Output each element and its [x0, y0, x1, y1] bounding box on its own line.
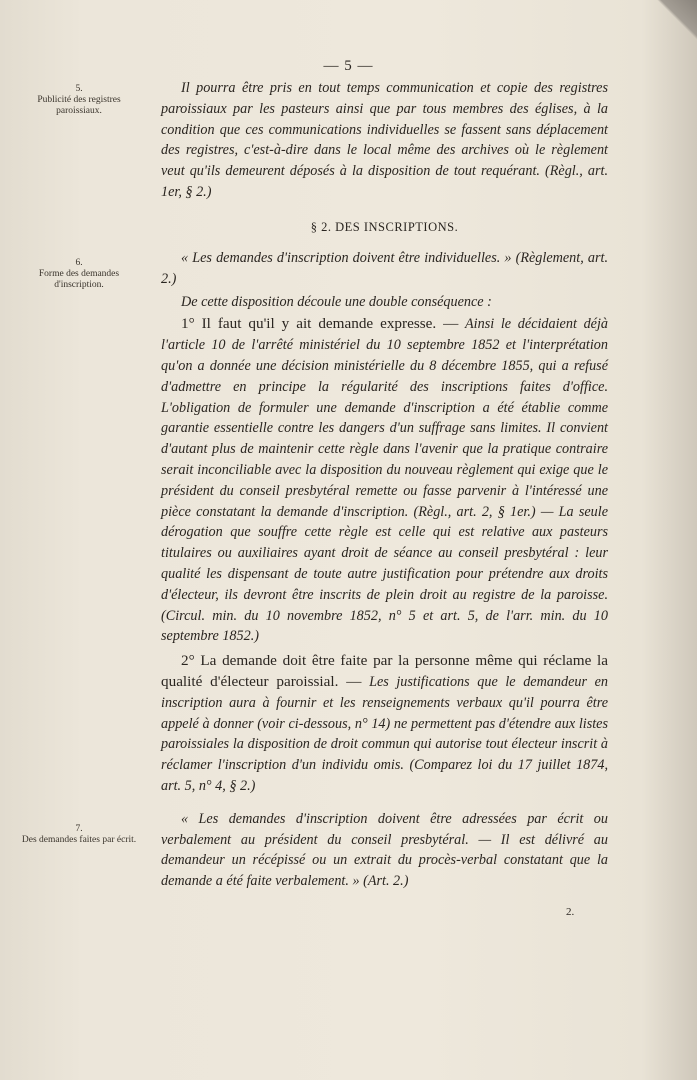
paragraph-publicity	[161, 78, 608, 203]
signature-mark: 2.	[566, 906, 575, 918]
section-heading: § 2. DES INSCRIPTIONS.	[310, 220, 459, 234]
paragraph-text: Il pourra être pris en tout temps communication et copie des registres paroissiaux par les pasteurs ainsi que par tous membres des églises, à la condition que ces communications individuelles se fassent sans déplacement des registres, c'est-à-dire dans le local même des archives où le règlement veut qu'ils demeurent déposés à la disposition de tout requérant. (Règl., art. 1er, § 2.)	[161, 80, 608, 200]
margin-note-6	[14, 258, 144, 291]
point-2	[161, 651, 608, 797]
consequence-intro: De cette disposition découle une double conséquence :	[181, 293, 492, 310]
margin-note-number: 7.	[75, 824, 83, 834]
margin-note-7	[14, 824, 144, 846]
margin-note-text: Forme des demandes d'inscription.	[38, 269, 120, 290]
quote-individual-requests: « Les demandes d'inscription doivent être individuelles. » (Règlement, art. 2.)	[161, 250, 608, 287]
point-2-body: Les justifications que le demandeur en inscription aura à fournir et les renseignements verbaux qu'il pourra être appelé à donner (voir ci-dessous, n° 14) ne permettent pas d'étendre aux listes paroissiales la disposition de droit commun qui autorise tout électeur inscrit à réclamer l'inscription d'un individu omis. (Comparez loi du 17 juillet 1874, art. 5, n° 4, § 2.)	[161, 673, 609, 794]
point-1-body: Ainsi le décidaient déjà l'article 10 de l'arrêté ministériel du 10 septembre 1852 et l'interprétation qu'on a donnée une décision ministérielle du 8 décembre 1855, qui a refusé d'admettre en principe la régularité des inscriptions faites d'office. L'obligation de formuler une demande d'inscription a été établie comme garantie essentielle contre les dangers d'un suffrage sans limites. Il convient d'autant plus de maintenir cette règle dans l'avenir que la pratique contraire serait inconciliable avec la disposition du nouveau règlement qui exige que le président du conseil presbytéral remette ou fasse parvenir à l'intéressé une pièce constatant la demande d'inscription. (Règl., art. 2, § 1er.) — La seule dérogation que souffre cette règle est celle qui est relative aux pasteurs titulaires ou auxiliaires ayant droit de séance au conseil presbytéral : leur qualité les dispensant de toute autre justification pour prétendre aux droits d'électeur, ils devront être inscrits de plein droit au registre de la paroisse. (Circul. min. du 10 novembre 1852, n° 5 et art. 5, de l'arr. min. du 10 septembre 1852.)	[161, 316, 609, 645]
point-1	[161, 314, 608, 647]
folded-corner	[657, 0, 697, 40]
quote-written-requests: « Les demandes d'inscription doivent être adressées par écrit ou verbalement au président du conseil presbytéral. — Il est délivré au demandeur un récépissé ou un extrait du procès-verbal constatant que la demande a été faite verbalement. » (Art. 2.)	[161, 810, 608, 890]
point-2-lead: 2° La demande doit être faite par la personne même qui réclame la qualité d'électeur paroissial. —	[161, 652, 608, 690]
margin-note-text: Publicité des registres paroissiaux.	[37, 95, 121, 116]
point-1-lead: 1° Il faut qu'il y ait demande expresse. —	[181, 315, 459, 333]
margin-note-number: 5.	[75, 84, 83, 94]
section-body	[161, 248, 608, 892]
page-number: — 5 —	[323, 58, 374, 74]
margin-note-5	[14, 84, 144, 117]
margin-note-text: Des demandes faites par écrit.	[21, 835, 137, 845]
margin-note-number: 6.	[75, 258, 83, 268]
